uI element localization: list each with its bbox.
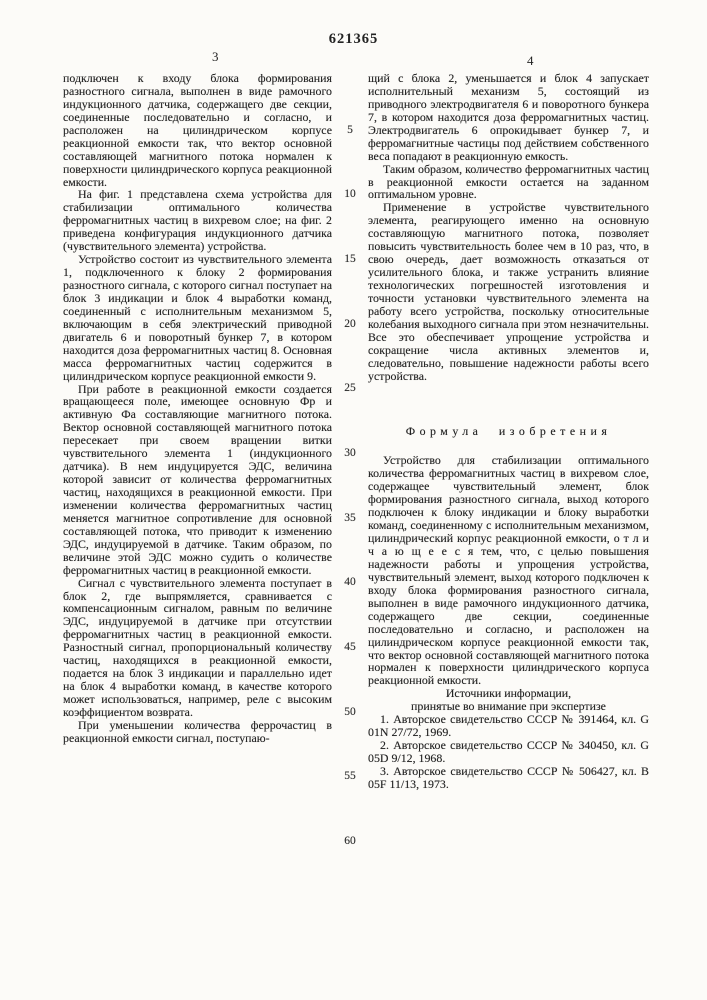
line-number-25: 25 <box>344 382 356 395</box>
right-text-column <box>368 72 649 791</box>
decrease-paragraph-start: При уменьшении количества феррочастиц в реакционной емкости сигнал, поступаю- <box>63 717 332 745</box>
operation-paragraph: При работе в реакционной емкости создается вращающееся поле, имеющее основную Фр и активную Фа составляющие магнитного потока. Вектор основной составляющей магнитного потока пересекает при своем вращении витки чувствительного элемента 1 (индукционного датчика). В нем индуцируется ЭДС, величина которой зависит от количества ферромагнитных частиц, находящихся в реакционной емкости. При изменении количества ферромагнитных частиц меняется магнитное сопротивление для основной составляющей потока, что приводит к изменению ЭДС, индуцируемой в датчике. Таким образом, по величине этой ЭДС можно судить о количестве ферромагнитных частиц в реакционной емкости. <box>63 381 332 577</box>
device-structure-paragraph: Устройство состоит из чувствительного элемента 1, подключенного к блоку 2 формирования разностного сигнала, с которого сигнал поступает на блок 3 индикации и блок 4 выработки команд, соединенный с исполнительным механизмом 5, включающим в себя электрический приводной двигатель 6 и поворотный бункер 7, в котором находится доза ферромагнитных частиц 8. Основная масса ферромагнитных частиц содержится в цилиндрическом корпусе реакционной емкости 9. <box>63 252 332 383</box>
advantages-paragraph: Применение в устройстве чувствительного элемента, реагирующего именно на основную составляющую магнитного потока, позволяет повысить чувствительность более чем в 10 раз, что, в свою очередь, дает возможность отказаться от усилительного блока, и также устранить влияние технологических погрешностей изготовления и точности установки чувствительного элемента на работу всего устройства, поскольку относительные колебания выходного сигнала при этом незначительны. Все это обеспечивает упрощение устройства и сокращение числа активных элементов и, следовательно, повышение надежности работы всего устройства. <box>368 200 649 383</box>
reference-item-1: 1. Авторское свидетельство СССР № 391464, кл. G 01N 27/72, 1969. <box>368 712 649 740</box>
page-number-right: 4 <box>527 53 534 68</box>
line-number-35: 35 <box>344 511 356 524</box>
left-text-column <box>63 72 332 745</box>
optimal-level-paragraph: Таким образом, количество ферромагнитных частиц в реакционной емкости остается на заданном оптимальном уровне. <box>368 161 649 202</box>
reference-item-2: 2. Авторское свидетельство СССР № 340450, кл. G 05D 9/12, 1968. <box>368 738 649 765</box>
sources-heading-line1: Источники информации, <box>445 686 572 701</box>
line-number-55: 55 <box>344 770 356 783</box>
line-number-5: 5 <box>347 123 353 136</box>
document-number: 621365 <box>328 31 379 47</box>
line-number-10: 10 <box>344 188 356 201</box>
line-number-45: 45 <box>344 640 356 653</box>
figures-description-paragraph: На фиг. 1 представлена схема устройства для стабилизации оптимального количества ферромагнитных частиц в вихревом слое; на фиг. 2 приведена конфигурация индукционного датчика (чувствительного элемента) устройства. <box>63 187 332 254</box>
line-number-40: 40 <box>344 576 356 589</box>
line-number-20: 20 <box>344 317 356 330</box>
signal-paragraph: Сигнал с чувствительного элемента поступает в блок 2, где выпрямляется, сравнивается с компенсационным сигналом, равным по величине ЭДС, индуцируемой в датчике при отсутствии ферромагнитных частиц в реакционной емкости. Разностный сигнал, пропорциональный количеству частиц, находящихся в реакционной емкости, подается на блок 3 индикации и параллельно идет на блок 4 выработки команд, в качестве которого может использоваться, например, реле с высоким коэффициентом возврата. <box>63 575 332 719</box>
line-number-gutter <box>338 0 362 1000</box>
sources-heading-line2: принятые во внимание при экспертизе <box>411 699 606 714</box>
line-number-50: 50 <box>344 705 356 718</box>
page-number-left: 3 <box>212 49 219 64</box>
line-number-30: 30 <box>344 446 356 459</box>
decrease-paragraph-continuation: щий с блока 2, уменьшается и блок 4 запускает исполнительный механизм 5, состоящий из приводного электродвигателя 6 и поворотного бункера 7, в котором находится доза ферромагнитных частиц. Электродвигатель 6 опрокидывает бункер 7, и ферромагнитные частицы под действием собственного веса попадают в реакционную емкость. <box>368 71 649 163</box>
line-number-60: 60 <box>344 834 356 847</box>
formula-heading: Формула изобретения <box>405 423 612 438</box>
reference-item-3: 3. Авторское свидетельство СССР № 506427, кл. B 05F 11/13, 1973. <box>368 763 649 791</box>
continuation-paragraph: подключен к входу блока формирования разностного сигнала, выполнен в виде рамочного индукционного датчика, содержащего две секции, соединенные последовательно и согласно, и расположен на цилиндрическом корпусе реакционной емкости так, что вектор основной составляющей магнитного потока нормален к поверхности цилиндрического корпуса реакционной емкости. <box>63 71 332 189</box>
line-number-15: 15 <box>344 253 356 266</box>
claim-paragraph: Устройство для стабилизации оптимального количества ферромагнитных частиц в вихревом слое, содержащее чувствительный элемент, блок формирования разностного сигнала, выход которого подключен к блоку индикации и блоку выработки команд, соединенному с исполнительным механизмом, цилиндрический корпус реакционной емкости, о т л и ч а ю щ е е с я тем, что, с целью повышения надежности работы и упрощения устройства, чувствительный элемент, выход которого подключен к входу блока формирования разностного сигнала, выполнен в виде рамочного индукционного датчика, содержащего две секции, соединенные последовательно и согласно, и расположен на цилиндрическом корпусе реакционной емкости так, что вектор основной составляющей магнитного потока нормален к поверхности цилиндрического корпуса реакционной емкости. <box>368 453 649 688</box>
